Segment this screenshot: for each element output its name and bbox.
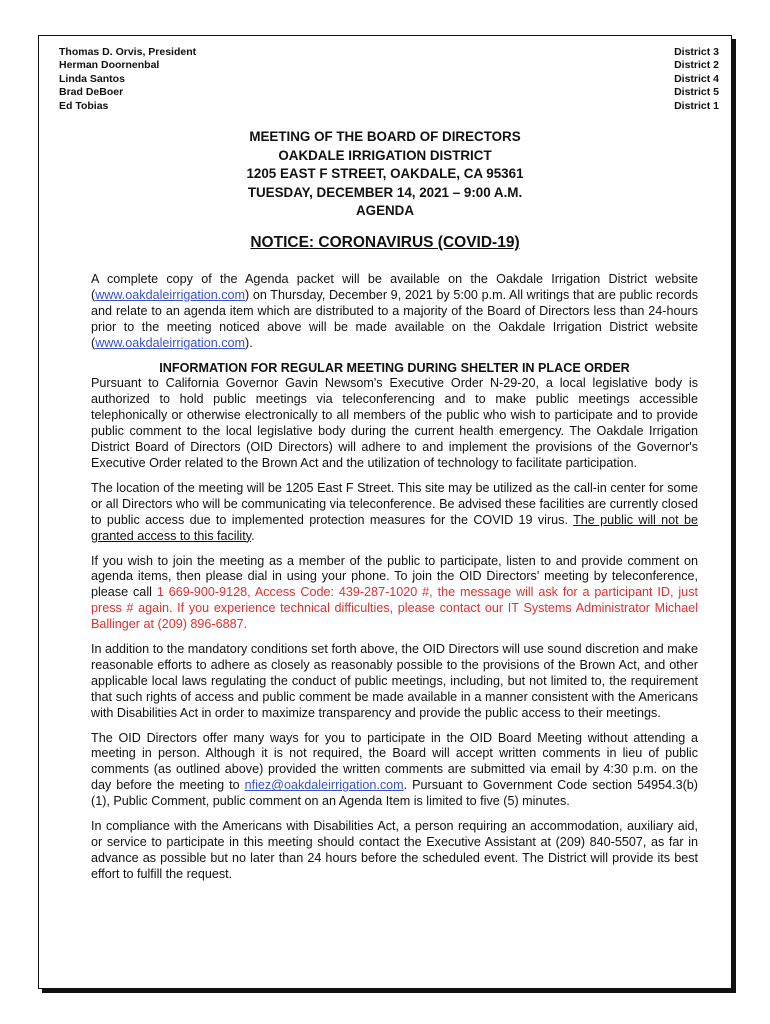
info-heading: INFORMATION FOR REGULAR MEETING DURING SHELTER IN PLACE ORDER — [159, 360, 630, 375]
director-name: Ed Tobias — [59, 99, 109, 112]
brown-act-paragraph: In addition to the mandatory conditions set forth above, the OID Directors will use sound discretion and make reasonable efforts to adhere as closely as reasonably possible to the provisions of the Brown Act, and other applicable local laws regulating the conduct of public meetings, including, but not limited to, the requirement that such rights of access and public comment be made available in a manner consistent with the Americans with Disabilities Act in order to maximize transparency and provide the public access to their meetings. — [91, 642, 698, 720]
website-link[interactable]: www.oakdaleirrigation.com — [95, 335, 245, 350]
meeting-location-paragraph — [91, 481, 698, 545]
heading-line: 1205 EAST F STREET, OAKDALE, CA 95361 — [246, 166, 524, 182]
director-name: Herman Doornenbal — [59, 59, 160, 72]
text-span: If you wish to join the meeting as a member of the public to participate, listen to and provide comment on agenda items, then please dial in using your phone. To join the OID Directors' meeting by teleconference, please call — [91, 553, 698, 600]
district-label: District 4 — [674, 72, 719, 85]
director-names — [59, 46, 196, 113]
heading-line: AGENDA — [355, 203, 415, 219]
written-comments-paragraph — [91, 731, 698, 811]
text-span: . Pursuant to Government Code section 54954.3(b)(1), Public Comment, public comment on an Agenda Item is limited to five (5) minutes. — [91, 778, 698, 809]
director-name: Brad DeBoer — [59, 86, 124, 99]
executive-order-paragraph: Pursuant to California Governor Gavin Newsom's Executive Order N-29-20, a local legislative body is authorized to hold public meetings via teleconferencing and to make public meetings accessible telephonically or otherwise electronically to all members of the public who wish to participate and to provide public comment to the local legislative body during the current health emergency. The Oakdale Irrigation District Board of Directors (OID Directors) will adhere to and implement the provisions of the Governor's Executive Order related to the Brown Act and the utilization of technology to facilitate participation. — [91, 376, 698, 470]
no-access-notice: The public will not be granted access to this facility — [91, 512, 699, 543]
heading-line: TUESDAY, DECEMBER 14, 2021 – 9:00 A.M. — [247, 184, 523, 200]
text-span: . — [251, 528, 255, 543]
ada-paragraph: In compliance with the Americans with Disabilities Act, a person requiring an accommodation, auxiliary aid, or service to participate in this meeting should contact the Executive Assistant at (209) 840-5507, as far in advance as possible but no later than 24 hours before the scheduled event. The District will provide its best effort to fulfill the request. — [91, 819, 698, 881]
website-link[interactable]: www.oakdaleirrigation.com — [95, 287, 245, 302]
director-name: Linda Santos — [59, 72, 125, 85]
teleconference-paragraph — [91, 554, 698, 634]
district-label: District 2 — [674, 59, 719, 72]
district-label: District 1 — [674, 99, 719, 112]
heading-line: OAKDALE IRRIGATION DISTRICT — [278, 147, 492, 163]
district-label: District 3 — [674, 46, 719, 58]
text-span: ) on Thursday, December 9, 2021 by 5:00 p.m. All writings that are public records and relate to an agenda item which are distributed to a majority of the Board of Directors less than 24-hours prior to the meeting noticed above will be made available on the Oakdale Irrigation District website ( — [91, 287, 698, 350]
meeting-heading — [39, 128, 731, 221]
notice-title: NOTICE: CORONAVIRUS (COVID-19) — [250, 234, 520, 251]
director-name: Thomas D. Orvis, President — [59, 46, 197, 58]
text-span: The location of the meeting will be 1205 East F Street. This site may be utilized as the call-in center for some or all Directors who will be communicating via teleconference. Be advised these facilities are currently closed to public access due to implemented protection measures for the COVID 19 virus. — [91, 480, 698, 527]
dial-in-info: 1 669-900-9128, Access Code: 439-287-1020 #, the message will ask for a participant ID, just press # again. If you experience technical difficulties, please contact our IT Systems Administrator Michael Ballinger at (209) 896-6887. — [91, 585, 698, 632]
district-label: District 5 — [674, 86, 719, 99]
email-link[interactable]: nfiez@oakdaleirrigation.com — [244, 778, 404, 793]
document-body — [91, 272, 698, 892]
director-districts — [674, 46, 719, 113]
agenda-availability-paragraph — [91, 272, 698, 352]
heading-line: MEETING OF THE BOARD OF DIRECTORS — [249, 129, 521, 144]
document-page — [38, 35, 732, 989]
text-span: ). — [245, 335, 253, 350]
text-span: A complete copy of the Agenda packet will be available on the Oakdale Irrigation District website ( — [91, 272, 698, 302]
text-span: The OID Directors offer many ways for you to participate in the OID Board Meeting without attending a meeting in person. Although it is not required, the Board will accept written comments in lieu of public comments (as outlined above) provided the written comments are submitted via email by 4:30 p.m. on the day before the meeting to — [91, 730, 698, 793]
